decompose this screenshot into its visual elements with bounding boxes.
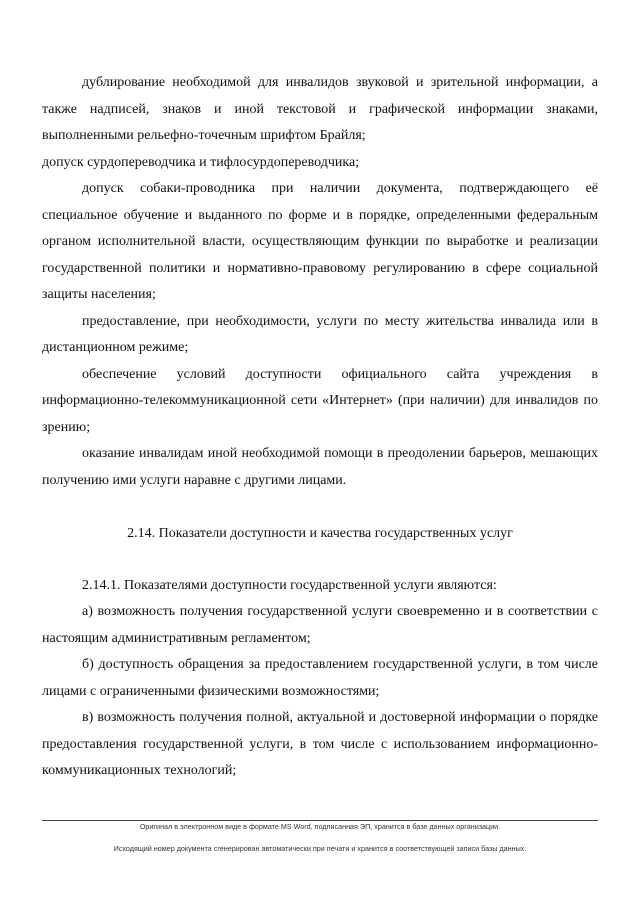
paragraph-sign-interpreter: допуск сурдопереводчика и тифлосурдопереводчика;: [42, 154, 360, 170]
paragraph-other-assistance: оказание инвалидам иной необходимой помощи в преодолении барьеров, мешающих получению ими услуги наравне с другими лицами.: [42, 446, 598, 488]
footer-divider: [42, 820, 598, 821]
paragraph-website-accessibility: обеспечение условий доступности официального сайта учреждения в информационно-телекоммуникационной сети «Интернет» (при наличии) для инвалидов по зрению;: [42, 366, 598, 435]
paragraph-home-service: предоставление, при необходимости, услуги по месту жительства инвалида или в дистанционном режиме;: [42, 313, 598, 355]
subsection-intro: 2.14.1. Показателями доступности государственной услуги являются:: [82, 577, 497, 593]
list-item-a: а) возможность получения государственной услуги своевременно и в соответствии с настоящим административным регламентом;: [42, 604, 598, 646]
footer-original-note: Оригинал в электронном виде в формате MS Word, подписанная ЭП, хранится в базе данных организации.: [139, 822, 501, 831]
footer-number-note: Исходящий номер документа сгенерирован автоматически при печати и хранится в соответствующей записи базы данных.: [113, 844, 527, 853]
list-item-b: б) доступность обращения за предоставлением государственной услуги, в том числе лицами с ограниченными физическими возможностями;: [42, 657, 598, 699]
list-item-c: в) возможность получения полной, актуальной и достоверной информации о порядке предоставления государственной услуги, в том числе с использованием информационно-коммуникационных технологий;: [42, 710, 598, 778]
paragraph-guide-dog: допуск собаки-проводника при наличии документа, подтверждающего её специальное обучение и выданного по форме и в порядке, определенными федеральным органом исполнительной власти, осуществляющим функции по выработке и реализации государственной политики и нормативно-правовому регулированию в сфере социальной защиты населения;: [42, 181, 598, 302]
document-body: [42, 70, 598, 785]
paragraph-braille-info: дублирование необходимой для инвалидов звуковой и зрительной информации, а также надписей, знаков и иной текстовой и графической информации знаками, выполненными рельефно-точечным шрифтом Брайля;: [42, 75, 598, 143]
section-heading: 2.14. Показатели доступности и качества государственных услуг: [127, 526, 513, 541]
